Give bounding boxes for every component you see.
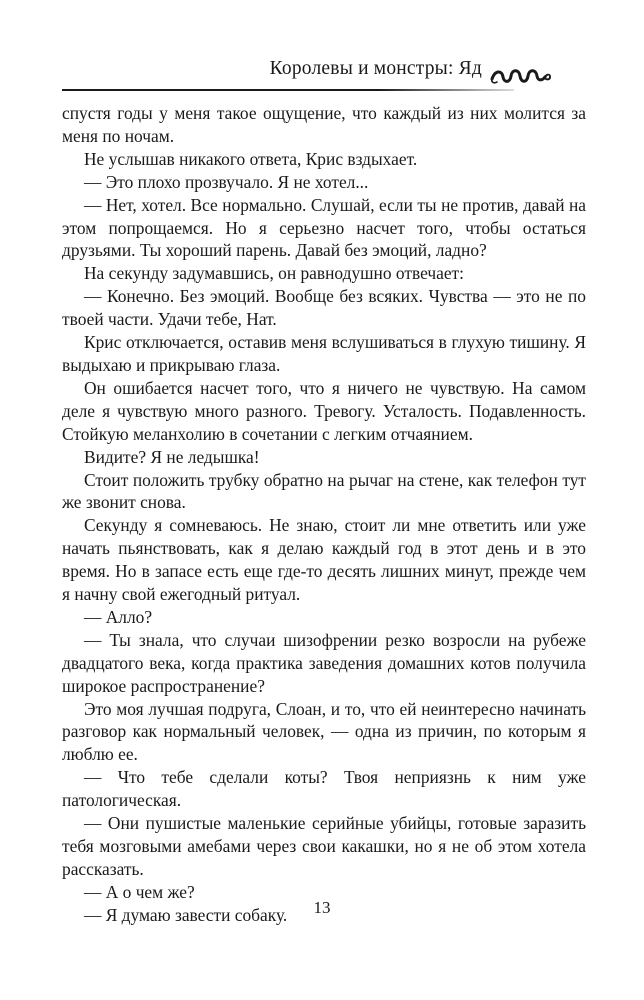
header-rule — [62, 89, 514, 91]
paragraph: На секунду задумавшись, он равнодушно отвечает: — [84, 263, 464, 284]
paragraph: Он ошибается насчет того, что я ничего не чувствую. На самом деле я чувствую много разного. Тревогу. Усталость. Подавленность. Стойкую меланхолию в сочетании с легким отчаянием. — [62, 377, 586, 444]
body-text — [62, 102, 586, 927]
paragraph: Секунду я сомневаюсь. Не знаю, стоит ли мне ответить или уже начать пьянствовать, как я делаю каждый год в этот день и в это время. Но в запасе есть еще где-то десять лишних минут, прежде чем я начну свой ежегодный ритуал. — [62, 515, 586, 605]
running-header-title: Королевы и монстры: Яд — [269, 58, 482, 79]
paragraph: спустя годы у меня такое ощущение, что каждый из них молится за меня по ночам. — [62, 103, 586, 146]
paragraph: Это моя лучшая подруга, Слоан, и то, что ей неинтересно начинать разговор как нормальный человек, — одна из причин, по которым я люблю ее. — [62, 698, 586, 765]
paragraph: — А о чем же? — [84, 881, 195, 902]
paragraph: — Это плохо прозвучало. Я не хотел... — [84, 171, 369, 192]
page-number: 13 — [313, 898, 331, 917]
paragraph: Стоит положить трубку обратно на рычаг на стене, как телефон тут же звонит снова. — [62, 469, 586, 513]
paragraph: — Они пушистые маленькие серийные убийцы, готовые заразить тебя мозговыми амебами через свои какашки, но я не об этом хотела рассказать. — [62, 813, 586, 879]
paragraph: Не услышав никакого ответа, Крис вздыхает. — [84, 148, 418, 169]
paragraph: — Я думаю завести собаку. — [84, 904, 288, 925]
running-header — [62, 48, 586, 94]
paragraph: Видите? Я не ледышка! — [84, 446, 260, 467]
paragraph: — Нет, хотел. Все нормально. Слушай, если ты не против, давай на этом попрощаемся. Но я серьезно насчет того, чтобы остаться друзьями. Ты хороший парень. Давай без эмоций, ладно? — [62, 194, 586, 261]
paragraph: — Конечно. Без эмоций. Вообще без всяких. Чувства — это не по твоей части. Удачи тебе, Нат. — [62, 286, 586, 330]
serpent-ornament-icon — [488, 62, 552, 88]
paragraph: — Ты знала, что случаи шизофрении резко возросли на рубеже двадцатого века, когда практика заведения домашних котов получила широкое распространение? — [62, 629, 586, 696]
paragraph: — Что тебе сделали коты? Твоя неприязнь к ним уже патологическая. — [62, 767, 586, 811]
paragraph: Крис отключается, оставив меня вслушиваться в глухую тишину. Я выдыхаю и прикрываю глаза. — [62, 332, 586, 375]
paragraph: — Алло? — [84, 606, 153, 627]
